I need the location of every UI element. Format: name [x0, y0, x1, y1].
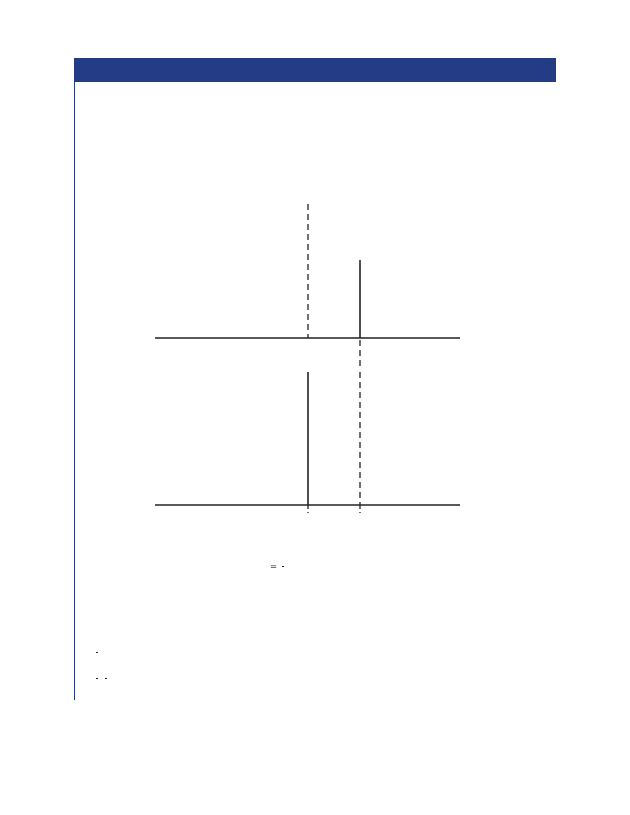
- eq2-frac1-num: [96, 678, 98, 679]
- eq2-frac2-num: [105, 678, 107, 679]
- z-eq-numerator: [282, 566, 284, 567]
- middle-area-hatching: [290, 298, 390, 540]
- equation-2: [94, 674, 109, 684]
- equation-1: [94, 648, 100, 658]
- z-equation: =: [270, 562, 286, 574]
- eq1-numerator: [96, 652, 98, 653]
